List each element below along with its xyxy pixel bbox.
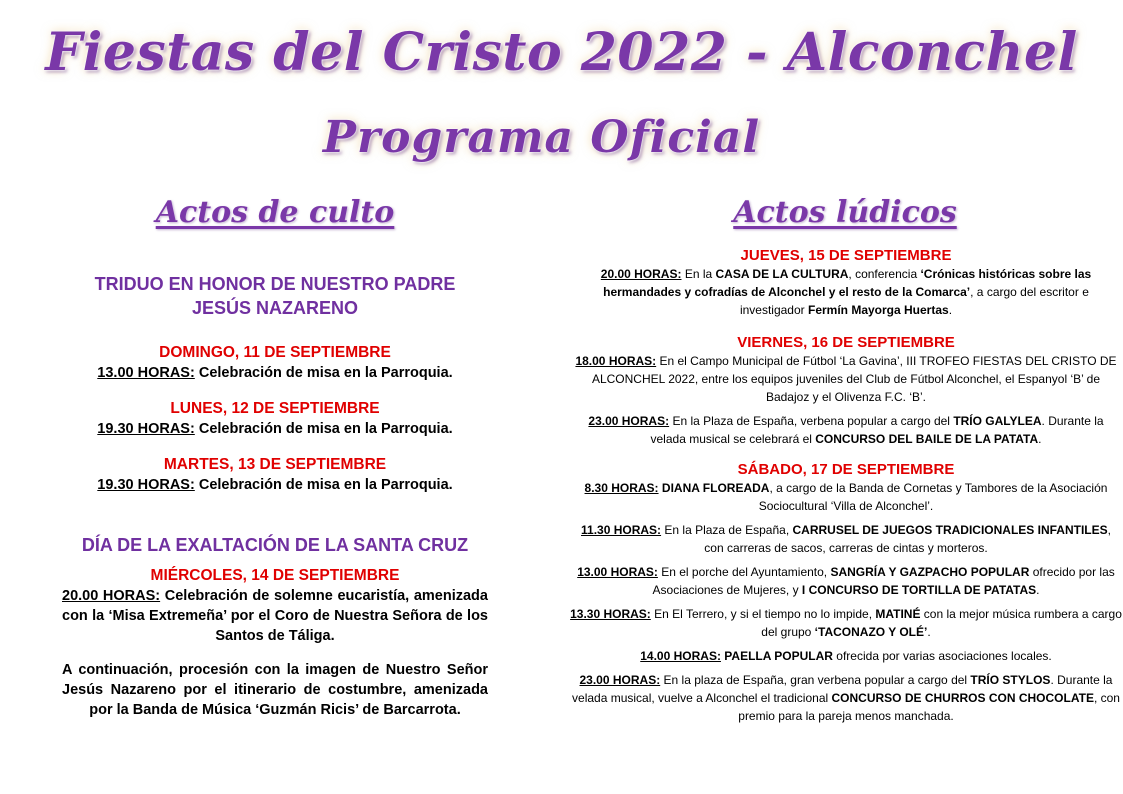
event-text: 13.00 HORAS: En el porche del Ayuntamiento, SANGRÍA Y GAZPACHO POPULAR ofrecido por las Asociaciones de Mujeres, y I CONCURSO DE TORTILLA DE PATATAS. — [577, 565, 1115, 597]
event-day: VIERNES, 16 DE SEPTIEMBRE — [737, 334, 955, 351]
event-text: 18.00 HORAS: En el Campo Municipal de Fútbol ‘La Gavina’, III TROFEO FIESTAS DEL CRISTO DE ALCONCHEL 2022, entre los equipos juveniles del Club de Fútbol Alconchel, el Espanyol ‘B’ de Badajoz y el Olivenza F.C. ‘B’. — [575, 354, 1117, 404]
procesion-text: A continuación, procesión con la imagen de Nuestro Señor Jesús Nazareno por el itinerario de costumbre, amenizada por la Banda de Música ‘Guzmán Ricis’ de Barcarrota. — [62, 662, 488, 718]
page-title: Fiestas del Cristo 2022 - Alconchel — [45, 22, 1078, 83]
event-text: 11.30 HORAS: En la Plaza de España, CARRUSEL DE JUEGOS TRADICIONALES INFANTILES, con carreras de sacos, carreras de cintas y morteros. — [581, 523, 1111, 555]
event-day: MIÉRCOLES, 14 DE SEPTIEMBRE — [150, 567, 400, 584]
event-time: 19.30 HORAS: — [97, 477, 195, 493]
actos-culto-heading: Actos de culto — [155, 195, 395, 230]
event-text: 23.00 HORAS: En la Plaza de España, verbena popular a cargo del TRÍO GALYLEA. Durante la velada musical se celebrará el CONCURSO DEL BAILE DE LA PATATA. — [588, 414, 1104, 446]
event-text: 23.00 HORAS: En la plaza de España, gran verbena popular a cargo del TRÍO STYLOS. Durante la velada musical, vuelve a Alconchel el tradicional CONCURSO DE CHURROS CON CHOCOLATE, con premio para la pareja menos manchada. — [572, 673, 1120, 723]
event-text: 20.00 HORAS: En la CASA DE LA CULTURA, conferencia ‘Crónicas históricas sobre las hermandades y cofradías de Alconchel y el resto de la Comarca’, a cargo del escritor e investigador Fermín Mayorga Huertas. — [600, 267, 1092, 317]
event-text: 13.00 HORAS: Celebración de misa en la Parroquia. — [97, 365, 453, 381]
event-text: 8.30 HORAS: DIANA FLOREADA, a cargo de la Banda de Cornetas y Tambores de la Asociación Sociocultural ‘Villa de Alconchel’. — [584, 481, 1108, 513]
event-text: 20.00 HORAS: Celebración de solemne eucaristía, amenizada con la ‘Misa Extremeña’ por el Coro de Nuestra Señora de los Santos de Táliga. — [62, 588, 488, 644]
event-time: 13.00 HORAS: — [97, 365, 195, 381]
actos-ludicos-heading: Actos lúdicos — [733, 195, 957, 230]
event-day: SÁBADO, 17 DE SEPTIEMBRE — [737, 461, 955, 478]
event-text: 14.00 HORAS: PAELLA POPULAR ofrecida por varias asociaciones locales. — [640, 649, 1052, 663]
triduo-title-line2: JESÚS NAZARENO — [191, 298, 359, 318]
event-text: 19.30 HORAS: Celebración de misa en la Parroquia. — [97, 421, 453, 437]
exaltacion-title: DÍA DE LA EXALTACIÓN DE LA SANTA CRUZ — [81, 535, 469, 555]
event-day: LUNES, 12 DE SEPTIEMBRE — [170, 400, 380, 417]
event-time: 20.00 HORAS: — [62, 588, 161, 604]
event-day: DOMINGO, 11 DE SEPTIEMBRE — [159, 344, 391, 361]
event-text: 19.30 HORAS: Celebración de misa en la Parroquia. — [97, 477, 453, 493]
event-text: 13.30 HORAS: En El Terrero, y si el tiempo no lo impide, MATINÉ con la mejor música rumbera a cargo del grupo ‘TACONAZO Y OLÉ’. — [570, 607, 1122, 639]
event-day: JUEVES, 15 DE SEPTIEMBRE — [740, 247, 952, 264]
actos-ludicos-column — [570, 195, 1122, 725]
event-day: MARTES, 13 DE SEPTIEMBRE — [163, 456, 387, 473]
event-time: 19.30 HORAS: — [97, 421, 195, 437]
triduo-title-line1: TRIDUO EN HONOR DE NUESTRO PADRE — [94, 274, 456, 294]
page-subtitle: Programa Oficial — [322, 112, 761, 163]
actos-culto-column — [50, 195, 500, 720]
